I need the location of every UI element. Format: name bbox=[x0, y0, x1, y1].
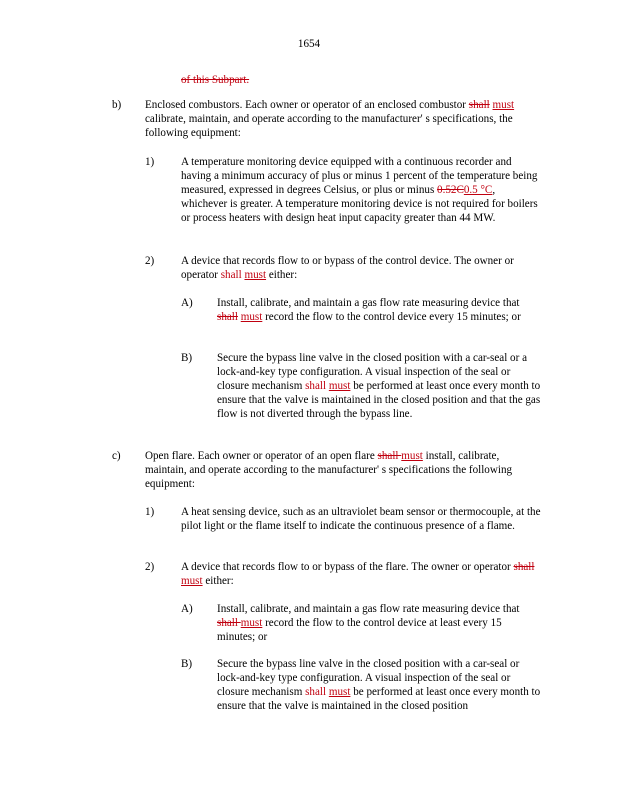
deleted-text: of this Subpart. bbox=[181, 74, 250, 86]
item-b2b-text: Secure the bypass line valve in the closed position with a car-seal or a lock-and-key type configuration. A visual inspection of the seal or closure mechanism bbox=[217, 352, 527, 392]
inserted-text: must bbox=[492, 99, 515, 111]
item-b-label: b) bbox=[112, 99, 122, 111]
item-b2a-text: Install, calibrate, and maintain a gas flow rate measuring device that bbox=[217, 297, 520, 309]
inserted-text: must bbox=[328, 379, 351, 392]
item-c2a-paragraph bbox=[217, 603, 542, 645]
deleted-text: shall bbox=[217, 310, 238, 323]
item-b2-paragraph bbox=[181, 255, 542, 283]
item-c2b-text-cont: be performed at least once every month to ensure that the valve is maintained in the closed position bbox=[217, 685, 541, 712]
inserted-text: must bbox=[401, 450, 423, 462]
item-b2a-paragraph bbox=[217, 297, 542, 325]
item-c2-paragraph bbox=[181, 561, 542, 589]
item-c2b-paragraph bbox=[217, 658, 542, 714]
item-c1-paragraph: A heat sensing device, such as an ultraviolet beam sensor or thermocouple, at the pilot light or the flame itself to indicate the continuous presence of a flame. bbox=[181, 506, 541, 532]
inserted-text: must bbox=[240, 310, 263, 323]
item-b-text: Enclosed combustors. Each owner or operator of an enclosed combustor bbox=[145, 99, 469, 111]
item-b2a-label: A) bbox=[181, 297, 193, 309]
page-number: 1654 bbox=[297, 38, 321, 50]
item-c2b-text: Secure the bypass line valve in the closed position with a car-seal or lock-and-key type configuration. A visual inspection of the seal or closure mechanism bbox=[217, 658, 520, 698]
item-c2b-label: B) bbox=[181, 658, 193, 670]
deleted-text: 0.52C bbox=[437, 183, 464, 196]
item-b1-text: A temperature monitoring device equipped with a continuous recorder and having a minimum accuracy of plus or minus 1 percent of the temperature being measured, expressed in degrees Celsius, or plus or minus bbox=[181, 156, 538, 196]
item-b1-text-cont: , whichever is greater. A temperature monitoring device is not required for boilers or process heaters with design heat input capacity greater than 44 MW. bbox=[181, 183, 538, 224]
item-b2-text: A device that records flow to or bypass of the control device. The owner or operator bbox=[181, 255, 514, 281]
revision-text: shall bbox=[305, 379, 327, 392]
item-c2-text-cont: either: bbox=[202, 574, 234, 587]
deleted-text: shall bbox=[513, 561, 535, 573]
deleted-text: shall bbox=[377, 450, 402, 462]
item-c-text: Open flare. Each owner or operator of an open flare bbox=[145, 450, 378, 462]
item-b-text-cont: calibrate, maintain, and operate according to the manufacturer' s specifications, the following equipment: bbox=[145, 112, 513, 139]
inserted-text: must bbox=[181, 574, 203, 587]
item-b1-label: 1) bbox=[145, 156, 155, 168]
revision-text: shall bbox=[220, 268, 242, 281]
inserted-text: must bbox=[328, 685, 351, 698]
item-c-text-cont: install, calibrate, maintain, and operate according to the manufacturer' s specifications the following equipment: bbox=[145, 450, 513, 490]
item-b2-label: 2) bbox=[145, 255, 155, 267]
item-c-label: c) bbox=[112, 450, 121, 462]
item-c1-label: 1) bbox=[145, 506, 155, 518]
item-c2-label: 2) bbox=[145, 561, 155, 573]
item-b2b-paragraph bbox=[217, 352, 542, 422]
item-c-paragraph bbox=[145, 450, 542, 492]
item-c2a-text: Install, calibrate, and maintain a gas flow rate measuring device that bbox=[217, 603, 520, 615]
deleted-text: shall bbox=[217, 616, 241, 629]
item-b1-paragraph bbox=[181, 156, 542, 226]
item-b2a-text-cont: record the flow to the control device every 15 minutes; or bbox=[262, 310, 521, 323]
inserted-text: must bbox=[240, 616, 263, 629]
revision-text: shall bbox=[305, 685, 327, 698]
item-c2-text: A device that records flow to or bypass of the flare. The owner or operator bbox=[181, 561, 514, 573]
top-fragment bbox=[181, 74, 249, 88]
inserted-text: must bbox=[244, 268, 267, 281]
item-b2b-text-cont: be performed at least once every month to ensure that the valve is maintained in the closed position and that the gas flow is not diverted through the bypass line. bbox=[217, 379, 541, 420]
deleted-text: shall bbox=[468, 99, 490, 111]
item-c2a-label: A) bbox=[181, 603, 193, 615]
item-b2-text-cont: either: bbox=[266, 268, 298, 281]
inserted-text: 0.5 °C bbox=[463, 183, 493, 196]
item-b-paragraph bbox=[145, 99, 542, 141]
item-b2b-label: B) bbox=[181, 352, 193, 364]
item-c2a-text-cont: record the flow to the control device at least every 15 minutes; or bbox=[217, 616, 502, 643]
